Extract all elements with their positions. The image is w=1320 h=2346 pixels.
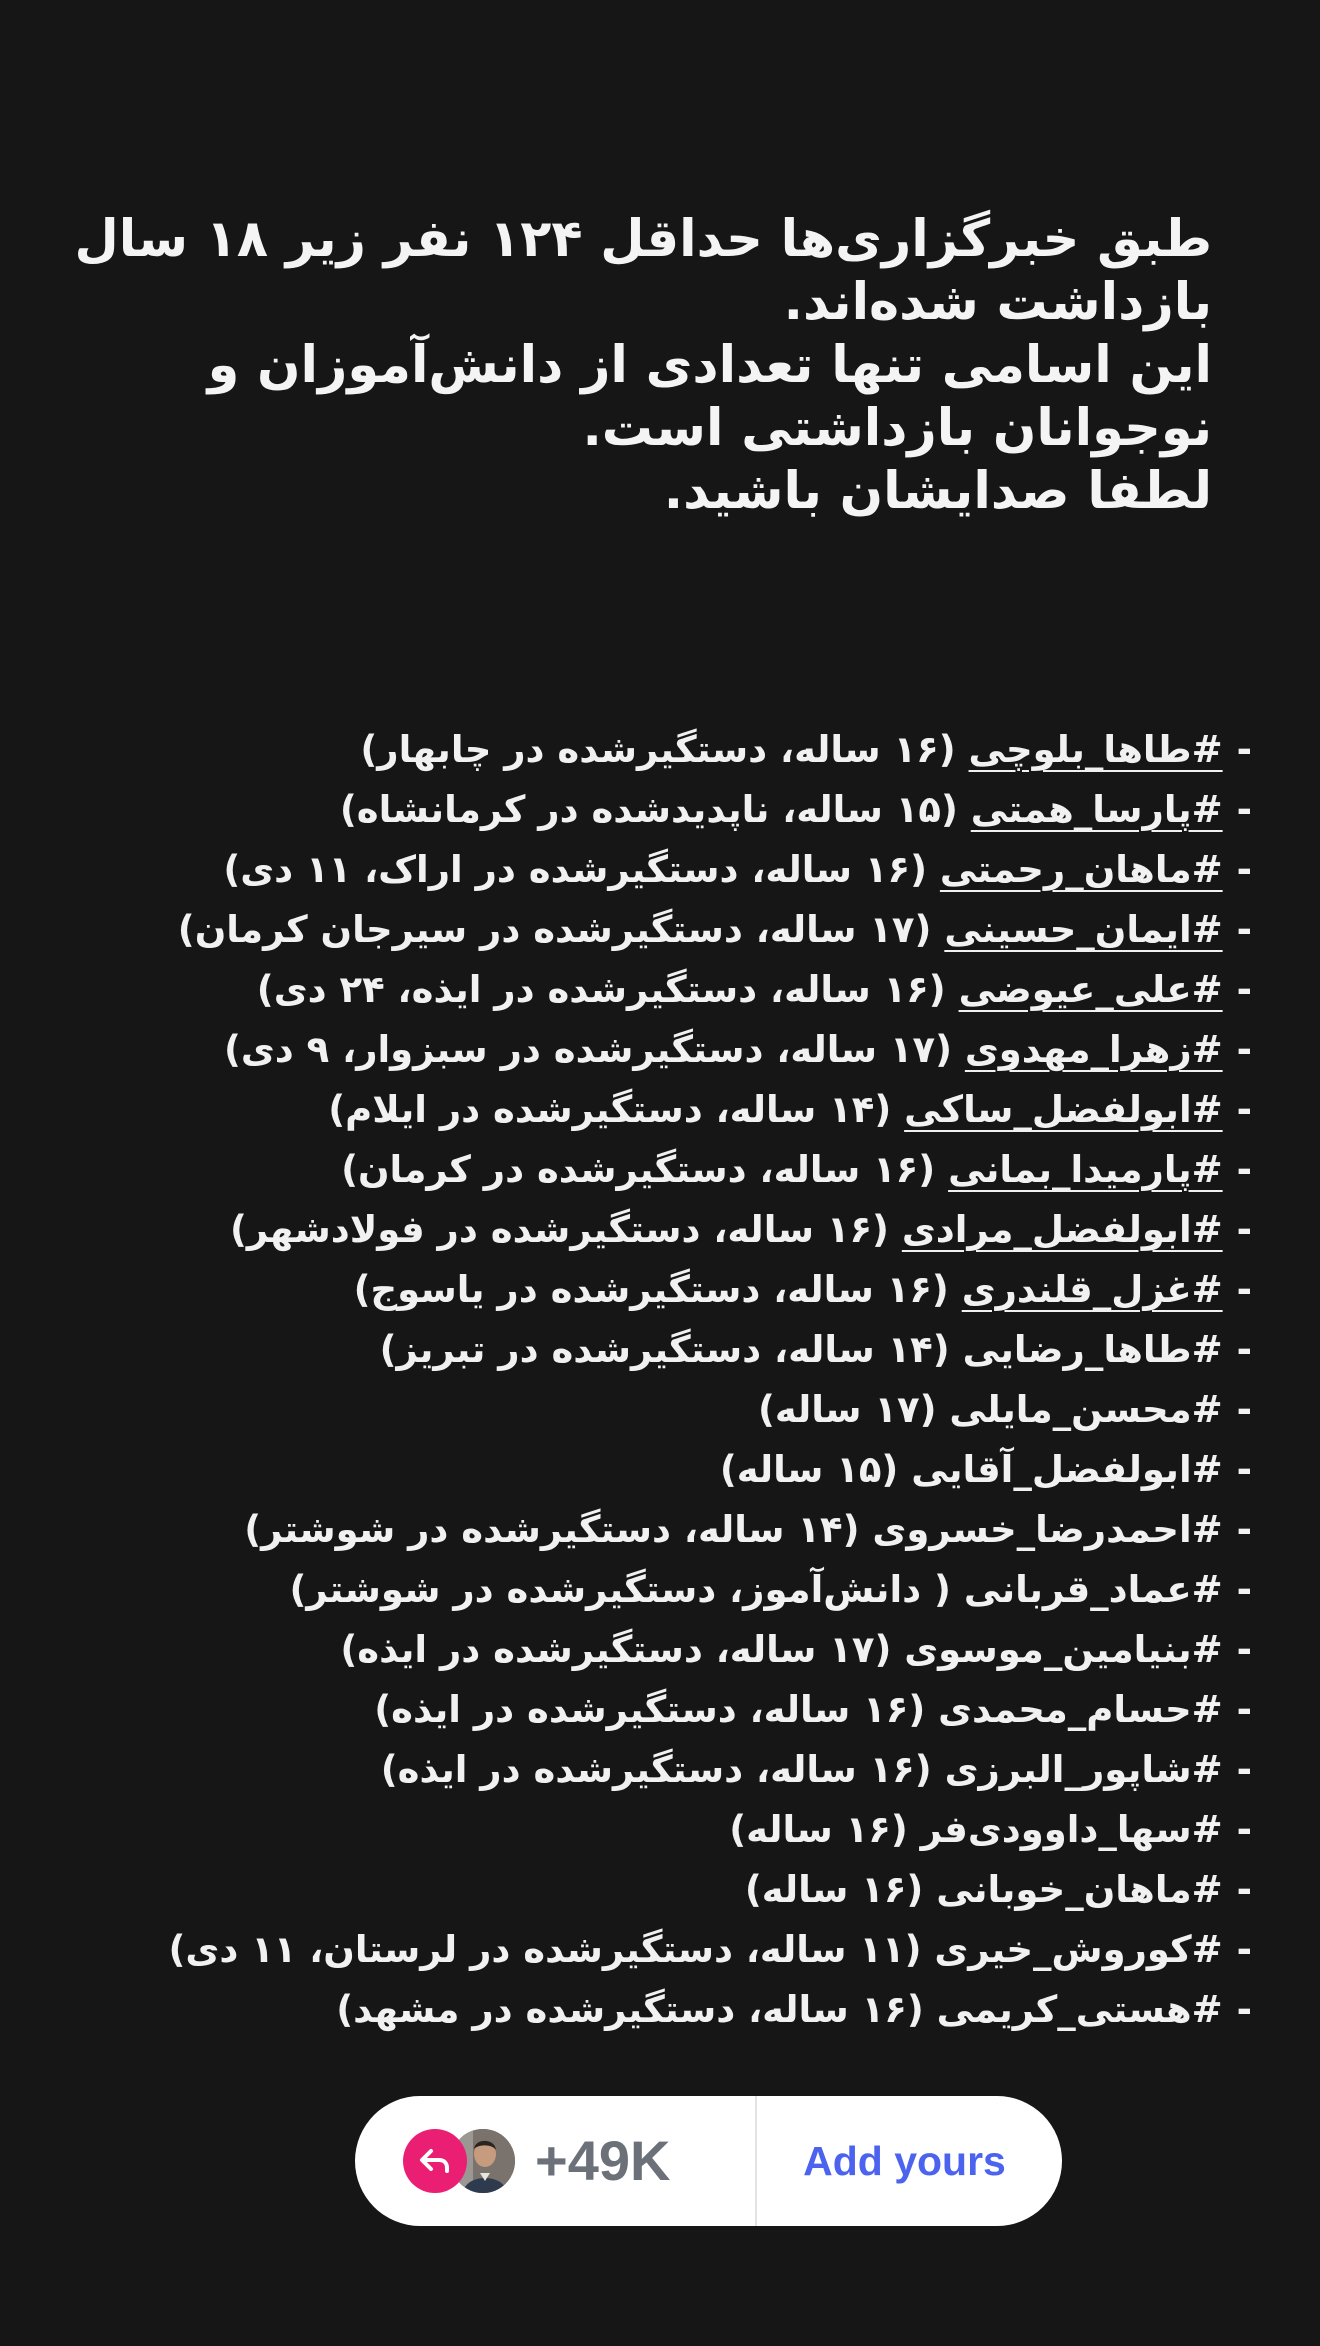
hashtag-link[interactable]: #عماد_قربانی <box>963 1568 1223 1611</box>
list-item <box>2 1680 1252 1740</box>
hashtag-link[interactable]: #کوروش_خیری <box>934 1928 1223 1971</box>
detail-text: (۱۶ ساله، دستگیرشده در اراک، ۱۱ دی) <box>223 848 940 891</box>
list-bullet: - <box>1236 1028 1252 1071</box>
add-yours-button[interactable]: Add yours <box>803 2137 1006 2184</box>
hashtag-link[interactable]: #ماهان_خوبانی <box>936 1868 1223 1911</box>
intro-line: طبق خبرگزاری‌ها حداقل ۱۲۴ نفر زیر ۱۸ سال <box>74 210 1212 269</box>
hashtag-link[interactable]: #طاها_بلوچی <box>968 728 1223 771</box>
hashtag-link[interactable]: #ابولفضل_آقایی <box>911 1448 1223 1491</box>
list-item <box>2 1140 1252 1200</box>
detail-text: (۱۵ ساله، ناپدیدشده در کرمانشاه) <box>339 788 971 831</box>
hashtag-link[interactable]: #حسام_محمدی <box>938 1688 1223 1731</box>
participants-section[interactable] <box>355 2096 755 2226</box>
hashtag-link[interactable]: #ابولفضل_ساکی <box>904 1088 1223 1131</box>
intro-line: بازداشت شده‌اند. <box>783 273 1212 332</box>
list-item <box>2 1200 1252 1260</box>
list-bullet: - <box>1236 1328 1252 1371</box>
reply-arrow-icon <box>403 2129 467 2193</box>
hashtag-link[interactable]: #محسن_مایلی <box>949 1388 1223 1431</box>
list-item <box>2 1440 1252 1500</box>
detail-text: (۱۶ ساله، دستگیرشده در فولادشهر) <box>229 1208 902 1251</box>
list-item <box>2 1860 1252 1920</box>
list-item <box>2 960 1252 1020</box>
list-item <box>2 1380 1252 1440</box>
list-bullet: - <box>1236 728 1252 771</box>
list-bullet: - <box>1236 848 1252 891</box>
hashtag-link[interactable]: #علی_عیوضی <box>958 968 1223 1011</box>
intro-line: این اسامی تنها تعدادی از دانش‌آموزان و <box>207 336 1212 395</box>
hashtag-link[interactable]: #غزل_قلندری <box>961 1268 1223 1311</box>
list-bullet: - <box>1236 1148 1252 1191</box>
hashtag-link[interactable]: #پارسا_همتی <box>970 788 1223 831</box>
list-bullet: - <box>1236 1388 1252 1431</box>
detail-text: (۱۶ ساله، دستگیرشده در ایذه، ۲۴ دی) <box>256 968 959 1011</box>
list-bullet: - <box>1236 1448 1252 1491</box>
detail-text: (۱۴ ساله، دستگیرشده در شوشتر) <box>244 1508 873 1551</box>
detail-text: (۱۶ ساله، دستگیرشده در یاسوج) <box>353 1268 962 1311</box>
hashtag-link[interactable]: #هستی_کریمی <box>936 1988 1223 2031</box>
detail-text: (۱۶ ساله، دستگیرشده در ایذه) <box>374 1688 939 1731</box>
list-item <box>2 720 1252 780</box>
list-bullet: - <box>1236 1268 1252 1311</box>
detail-text: (۱۶ ساله، دستگیرشده در کرمان) <box>341 1148 949 1191</box>
list-bullet: - <box>1236 908 1252 951</box>
hashtag-link[interactable]: #پارمیدا_بمانی <box>948 1148 1223 1191</box>
participant-count: +49K <box>535 2129 671 2192</box>
add-yours-sticker[interactable] <box>355 2096 1062 2226</box>
hashtag-link[interactable]: #شاپور_البرزی <box>944 1748 1223 1791</box>
hashtag-link[interactable]: #ابولفضل_مرادی <box>901 1208 1223 1251</box>
hashtag-link[interactable]: #احمدرضا_خسروی <box>872 1508 1223 1551</box>
list-item <box>2 1020 1252 1080</box>
detail-text: (۱۵ ساله) <box>719 1448 912 1491</box>
detail-text: (۱۶ ساله، دستگیرشده در ایذه) <box>380 1748 945 1791</box>
hashtag-link[interactable]: #سها_داوودی‌فر <box>920 1808 1223 1851</box>
list-bullet: - <box>1236 1628 1252 1671</box>
list-bullet: - <box>1236 1928 1252 1971</box>
detail-text: (۱۶ ساله، دستگیرشده در چابهار) <box>360 728 969 771</box>
list-bullet: - <box>1236 788 1252 831</box>
list-item <box>2 1560 1252 1620</box>
list-bullet: - <box>1236 1868 1252 1911</box>
list-item <box>2 1920 1252 1980</box>
hashtag-link[interactable]: #طاها_رضایی <box>962 1328 1223 1371</box>
detail-text: (۱۴ ساله، دستگیرشده در تبریز) <box>379 1328 963 1371</box>
list-item <box>2 900 1252 960</box>
detail-text: (۱۷ ساله، دستگیرشده در سیرجان کرمان) <box>177 908 945 951</box>
detail-text: ( دانش‌آموز، دستگیرشده در شوشتر) <box>289 1568 964 1611</box>
detail-text: (۱۶ ساله، دستگیرشده در مشهد) <box>336 1988 937 2031</box>
intro-line: نوجوانان بازداشتی است. <box>582 399 1212 458</box>
list-bullet: - <box>1236 1088 1252 1131</box>
intro-text <box>62 208 1212 523</box>
list-item <box>2 1260 1252 1320</box>
detail-text: (۱۶ ساله) <box>744 1868 937 1911</box>
hashtag-link[interactable]: #ماهان_رحمتی <box>939 848 1223 891</box>
list-item <box>2 1740 1252 1800</box>
list-bullet: - <box>1236 1508 1252 1551</box>
hashtag-link[interactable]: #بنیامین_موسوی <box>904 1628 1223 1671</box>
detail-text: (۱۶ ساله) <box>729 1808 921 1851</box>
list-item <box>2 1620 1252 1680</box>
list-bullet: - <box>1236 1748 1252 1791</box>
detainee-list <box>2 720 1252 2040</box>
detail-text: (۱۷ ساله، دستگیرشده در سبزوار، ۹ دی) <box>223 1028 965 1071</box>
detail-text: (۱۷ ساله، دستگیرشده در ایذه) <box>340 1628 905 1671</box>
intro-line: لطفا صدایشان باشید. <box>663 462 1212 521</box>
list-item <box>2 1320 1252 1380</box>
list-item <box>2 1800 1252 1860</box>
list-item <box>2 1980 1252 2040</box>
detail-text: (۱۷ ساله) <box>758 1388 950 1431</box>
list-bullet: - <box>1236 1688 1252 1731</box>
list-item <box>2 1500 1252 1560</box>
list-item <box>2 1080 1252 1140</box>
list-bullet: - <box>1236 1208 1252 1251</box>
list-bullet: - <box>1236 968 1252 1011</box>
list-item <box>2 780 1252 840</box>
detail-text: (۱۱ ساله، دستگیرشده در لرستان، ۱۱ دی) <box>168 1928 935 1971</box>
list-bullet: - <box>1236 1988 1252 2031</box>
hashtag-link[interactable]: #زهرا_مهدوی <box>964 1028 1223 1071</box>
hashtag-link[interactable]: #ایمان_حسینی <box>944 908 1223 951</box>
list-bullet: - <box>1236 1808 1252 1851</box>
list-bullet: - <box>1236 1568 1252 1611</box>
detail-text: (۱۴ ساله، دستگیرشده در ایلام) <box>328 1088 905 1131</box>
list-item <box>2 840 1252 900</box>
